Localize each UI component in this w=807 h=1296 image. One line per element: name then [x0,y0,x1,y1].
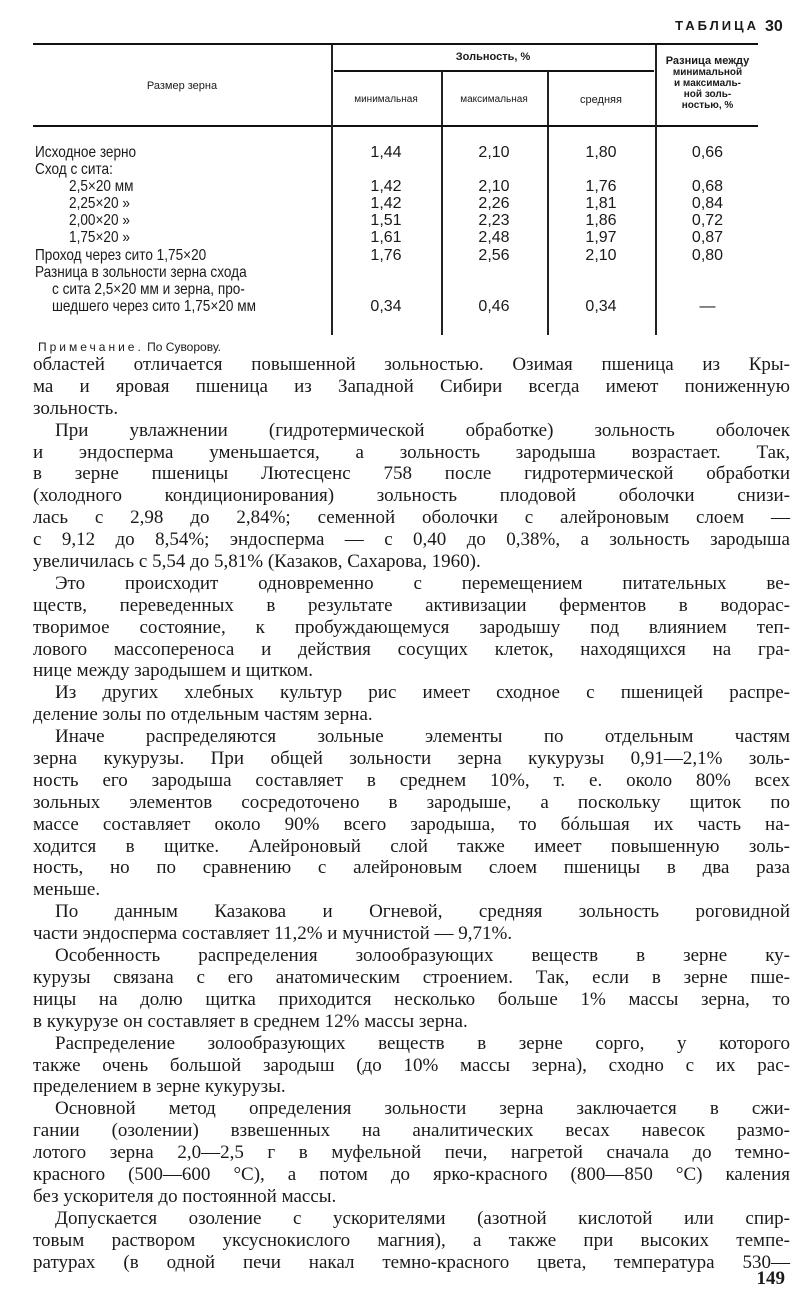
cell-min: 1,42 [370,178,402,195]
text-line: товым раствором уксуснокислого магния), а также при высоких темпе- [33,1229,790,1251]
cell-avg: 0,34 [585,298,617,315]
cell-min: 1,61 [370,229,402,246]
cell-diff: 0,68 [691,178,724,195]
header-diff-line: ностью, % [681,100,734,111]
row-label: 2,00×20 » [69,212,130,229]
text-line: части эндосперма составляет 11,2% и мучнистой — 9,71%. [33,923,513,945]
table-number: 30 [765,18,783,35]
note-text: По Суворову. [147,340,221,354]
text-line: Основной метод определения зольности зерна заключается в сжи- [55,1098,790,1120]
text-line: пределением в зерне кукурузы. [33,1076,286,1098]
text-line: лотого зерна 2,0—2,5 г в муфельной печи, нагретой сначала до темно- [33,1142,790,1164]
text-line: без ускорителя до постоянной массы. [33,1185,337,1207]
cell-diff: 0,87 [691,229,724,246]
text-line: Особенность распределения золообразующих веществ в зерне ку- [55,945,790,967]
paragraph [33,1098,790,1207]
cell-avg: 2,10 [585,247,617,264]
cell-min: 1,51 [370,212,402,229]
paragraph [33,726,790,901]
text-line: ность, но по сравнению с алейроновым слоем пшеницы в два раза [33,857,790,879]
header-ash-content: Зольность, % [455,51,531,63]
text-line: зольность. [33,397,119,419]
header-min: минимальная [354,94,418,105]
cell-diff: 0,84 [691,195,724,212]
paragraph [33,354,790,420]
text-line: областей отличается повышенной зольностью. Озимая пшеница из Кры- [33,354,790,375]
text-line: красного (500—600 °С), а потом до ярко-красного (800—850 °С) каления [33,1163,790,1185]
cell-max: 2,56 [478,247,510,264]
header-diff-line: ной золь- [683,89,732,100]
row-label: 2,25×20 » [69,195,130,212]
text-line: ма и яровая пшеница из Западной Сибири всегда имеют пониженную [33,375,790,397]
row-label: с сита 2,5×20 мм и зерна, про- [52,281,245,298]
note-label: Примечание. [38,340,144,354]
cell-max: 2,23 [478,212,510,229]
paragraph [33,1033,790,1099]
text-line: (холодного кондиционирования) зольность плодовой оболочки снизи- [33,485,790,507]
text-line: также очень большой зародыш (до 10% массы зерна), сходно с их рас- [33,1054,790,1076]
cell-max: 2,10 [478,144,510,161]
header-diff-line: Разница между [665,55,750,67]
text-line: По данным Казакова и Огневой, средняя зольность роговидной [55,901,790,923]
text-line: Это происходит одновременно с перемещением питательных ве- [55,572,790,594]
row-label: Разница в зольности зерна схода [35,264,247,281]
table-caption [675,18,783,35]
text-line: лового массопереноса и действия сосущих клеток, находящихся на гра- [33,638,790,660]
row-label: Сход с сита: [35,161,113,178]
row-label: Проход через сито 1,75×20 [35,247,207,264]
text-line: ницы на долю щитка приходится несколько больше 1% массы зерна, то [33,988,790,1010]
header-avg: средняя [580,94,622,106]
cell-avg: 1,86 [585,212,617,229]
text-line: Из других хлебных культур рис имеет сходное с пшеницей распре- [55,682,790,704]
text-line: ходится в щитке. Алейроновый слой также имеет повышенную золь- [33,835,790,857]
paragraph [33,682,790,726]
table-caption-label: ТАБЛИЦА [675,18,759,33]
header-bottom-rule [33,125,758,127]
text-line: зерна кукурузы. При общей зольности зерна кукурузы 0,91—2,1% золь- [33,748,790,770]
paragraph [33,901,790,945]
cell-avg: 1,81 [585,195,617,212]
text-line: ность его зародыша составляет в среднем 10%, т. е. около 80% всех [33,769,790,791]
cell-max: 2,26 [478,195,510,212]
row-label: шедшего через сито 1,75×20 мм [52,298,256,315]
page-number: 149 [756,1268,785,1289]
cell-max: 2,10 [478,178,510,195]
cell-avg: 1,97 [585,229,617,246]
text-line: нице между зародышем и щитком. [33,660,314,682]
paragraph [33,945,790,1033]
cell-diff: 0,66 [691,144,724,161]
text-line: Допускается озоление с ускорителями (азотной кислотой или спир- [55,1207,790,1229]
row-label: Исходное зерно [35,144,137,161]
header-max: максимальная [460,94,528,105]
header-grain-size: Размер зерна [146,80,218,92]
ash-group-rule [334,70,654,72]
table-top-rule [33,43,758,45]
cell-min: 0,34 [370,298,402,315]
text-line: зольных элементов сосредоточено в зародыше, а поскольку щиток по [33,791,790,813]
table-note [38,340,221,354]
text-line: меньше. [33,879,101,901]
cell-avg: 1,76 [585,178,617,195]
text-line: Распределение золообразующих веществ в зерне сорго, у которого [55,1032,790,1054]
text-line: ществ, переведенных в результате активизации ферментов в водорас- [33,594,790,616]
text-line: ратурах (в одной печи накал темно-красного цвета, температура 530— [33,1251,790,1273]
text-line: курузы связана с его анатомическим строением. Так, если в зерне пше- [33,966,790,988]
body-text [33,354,790,1273]
cell-min: 1,76 [370,247,402,264]
text-line: Иначе распределяются зольные элементы по отдельным частям [55,726,790,748]
text-line: и эндосперма уменьшается, а зольность зародыша возрастает. Так, [33,441,790,463]
paragraph [33,573,790,682]
text-line: При увлажнении (гидротермической обработке) зольность оболочек [55,419,790,441]
paragraph [33,420,790,573]
header-diff-line: и максималь- [674,78,741,89]
text-line: в кукурузе он составляет в среднем 12% массы зерна. [33,1010,468,1032]
text-line: в зерне пшеницы Лютесценс 758 после гидротермической обработки [33,463,790,485]
cell-max: 0,46 [478,298,510,315]
row-label: 1,75×20 » [69,229,130,246]
cell-min: 1,42 [370,195,402,212]
paragraph [33,1208,790,1274]
cell-diff: 0,72 [691,212,724,229]
text-line: с 9,12 до 8,54%; эндосперма — с 0,40 до 0,38%, а зольность зародыша [33,529,790,551]
cell-min: 1,44 [370,144,402,161]
cell-avg: 1,80 [585,144,617,161]
header-diff [655,56,760,111]
row-label: 2,5×20 мм [69,178,134,195]
text-line: гании (озолении) взвешенных на аналитических весах навесок размо- [33,1120,790,1142]
text-line: лась с 2,98 до 2,84%; семенной оболочки с алейроновым слоем — [33,507,790,529]
cell-diff: 0,80 [691,247,724,264]
text-line: творимое состояние, к пробуждающемуся зародышу под влиянием теп- [33,616,790,638]
text-line: деление золы по отдельным частям зерна. [33,704,373,726]
text-line: увеличилась с 5,54 до 5,81% (Казаков, Сахарова, 1960). [33,551,481,573]
text-line: массе составляет около 90% всего зародыша, то бóльшая их часть на- [33,813,790,835]
header-diff-line: минимальной [672,67,743,78]
cell-diff: — [699,298,716,315]
cell-max: 2,48 [478,229,510,246]
